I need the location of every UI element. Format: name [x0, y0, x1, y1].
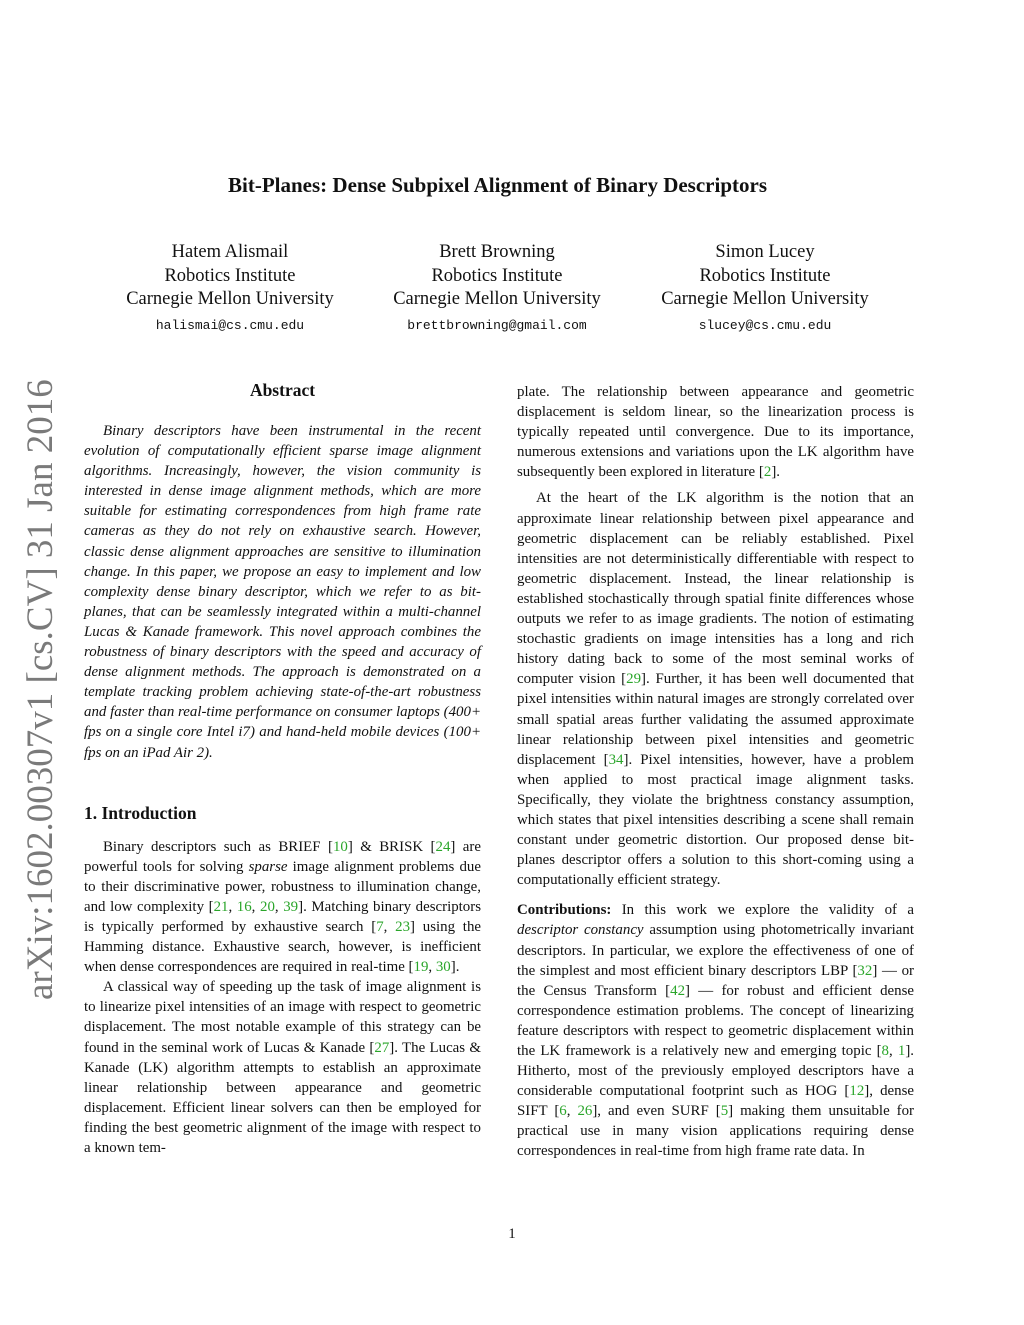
citation-link[interactable]: 27: [374, 1039, 390, 1056]
citation-link[interactable]: 5: [720, 1103, 729, 1120]
citation-link[interactable]: 30: [435, 959, 451, 976]
citation-link[interactable]: 10: [332, 838, 348, 855]
text-run: ]. The Lucas & Kanade (LK) algorithm attempts to establish an approximate linear relationship between appearance and geometric displacement. Efficient linear solvers can then be employed for finding the best geometric alignment of the image with respect to a known tem-: [84, 1039, 481, 1156]
text-run: ]. Hitherto, most of the previously employed descriptors have a considerable computational footprint such as HOG [: [517, 1043, 915, 1100]
section-heading-introduction: 1. Introduction: [84, 802, 197, 823]
right-column: [517, 382, 914, 1162]
text-run: assumption using photometrically invariant descriptors. In particular, we explore the effectiveness of one of the simplest and most efficient binary descriptors LBP [: [517, 922, 914, 979]
citation-link[interactable]: 42: [670, 982, 686, 999]
author-institute: Robotics Institute: [431, 265, 563, 286]
text-run: ,: [274, 898, 284, 915]
text-run: ,: [889, 1043, 898, 1059]
intro-paragraph: [84, 977, 481, 1158]
author-block: [635, 241, 895, 340]
text-run: ,: [383, 918, 396, 935]
text-run: ] are powerful tools for solving: [84, 838, 481, 875]
left-column: [84, 378, 481, 1158]
citation-link[interactable]: 32: [857, 962, 873, 979]
abstract-text: Binary descriptors have been instrumental in the recent evolution of computationally efficient sparse image alignment algorithms. Increasingly, however, the vision community is interested in dense image alignment methods, which are more suitable for estimating correspondences from high frame rate cameras as they do not rely on exhaustive search. However, classic dense alignment approaches are sensitive to illumination change. In this paper, we propose an easy to implement and low complexity dense binary descriptor, which we refer to as bit-planes, that can be seamlessly integrated within a multi-channel Lucas & Kanade framework. This novel approach combines the robustness of binary descriptors with the speed and accuracy of dense alignment methods. The approach is demonstrated on a template tracking problem achieving state-of-the-art robustness and faster than real-time performance on consumer laptops (400+ fps on a single core Intel i7) and hand-held mobile devices (100+ fps on an iPad Air 2).: [84, 423, 481, 761]
author-institute: Robotics Institute: [164, 265, 296, 286]
author-institute: Robotics Institute: [699, 265, 831, 286]
citation-link[interactable]: 20: [260, 898, 275, 915]
intro-paragraph: [84, 837, 481, 978]
emphasis: sparse: [248, 858, 288, 875]
text-run: ].: [450, 959, 460, 976]
emphasis: descriptor constancy: [517, 922, 644, 939]
citation-link[interactable]: 1: [897, 1043, 906, 1059]
text-run: ] making them unsuitable for practical use in many vision applications requiring dense correspondences in real-time from high frame rate data. In: [517, 1103, 915, 1160]
citation-link[interactable]: 24: [435, 838, 451, 855]
text-run: ], dense SIFT [: [517, 1083, 915, 1120]
citation-link[interactable]: 16: [236, 898, 252, 915]
author-name: Brett Browning: [439, 242, 555, 262]
text-run: ]. Further, it has been well documented that pixel intensities within natural images are strongly correlated over small spatial areas further validating the assumed approximate linear relationship between pixel intensities and geometric displacement [: [517, 671, 914, 768]
text-run: Binary descriptors such as BRIEF [: [103, 838, 333, 855]
page-number: 1: [508, 1226, 516, 1242]
author-block: [100, 241, 360, 340]
citation-link[interactable]: 19: [413, 959, 429, 976]
text-run: ] — or the Census Transform [: [517, 962, 914, 999]
text-run: image alignment problems due to their discriminative power, robustness to illumination change, and low complexity [: [84, 858, 481, 915]
contributions-label: Contributions:: [517, 902, 612, 919]
text-run: ] — for robust and efficient dense correspondence estimation problems. The concept of linearizing feature descriptors with respect to geometric displacement within the LK framework is a relatively new and emerging topic [: [517, 982, 914, 1059]
text-run: ]. Matching binary descriptors is typically performed by exhaustive search [: [84, 898, 482, 935]
citation-link[interactable]: 34: [608, 751, 624, 768]
author-email[interactable]: halismai@cs.cmu.edu: [155, 317, 305, 333]
contributions-paragraph: [517, 900, 914, 1161]
text-run: ], and even SURF [: [592, 1103, 721, 1120]
citation-link[interactable]: 6: [559, 1103, 567, 1120]
citation-link[interactable]: 2: [763, 464, 772, 481]
citation-link[interactable]: 7: [376, 918, 384, 935]
author-university: Carnegie Mellon University: [126, 289, 334, 309]
intro-paragraph: [517, 382, 914, 482]
citation-link[interactable]: 23: [395, 918, 411, 935]
text-run: ,: [251, 898, 260, 915]
text-run: ,: [228, 898, 237, 915]
author-name: Simon Lucey: [715, 242, 815, 262]
abstract-heading: Abstract: [249, 380, 316, 400]
author-university: Carnegie Mellon University: [393, 289, 601, 309]
text-run: plate. The relationship between appearance and geometric displacement is seldom linear, so the linearization process is typically repeated until convergence. Due to its importance, numerous extensions and variations upon the LK algorithm have subsequently been explored in literature [: [517, 384, 914, 481]
text-run: A classical way of speeding up the task of image alignment is to linearize pixel intensities of an image with respect to geometric displacement. The most notable example of this strategy can be found in the seminal work of Lucas & Kanade [: [84, 979, 481, 1056]
text-run: ,: [428, 959, 436, 976]
text-run: ,: [566, 1103, 578, 1120]
arxiv-stamp: arXiv:1602.00307v1 [cs.CV] 31 Jan 2016: [20, 379, 61, 1000]
author-name: Hatem Alismail: [171, 242, 289, 262]
text-run: At the heart of the LK algorithm is the notion that an approximate linear relationship between pixel appearance and geometric displacement can be reliably established. Pixel intensities are not deterministically differentiable with respect to geometric displacement. Instead, the linear relationship is established stochastically through spatial finite differences whose outputs we refer to as image gradients. The notion of estimating stochastic gradients on image intensities has a long and rich history dating back to some of the most seminal works of computer vision [: [517, 490, 914, 688]
text-run: ]. Pixel intensities, however, have a problem when applied to most practical image alignment tasks. Specifically, they violate the brightness constancy assumption, which states that pixel intensities describing a scene shall remain constant under geometric distortion. Our proposed dense bit-planes descriptor offers a solution to this short-coming using a computationally efficient strategy.: [517, 751, 915, 889]
author-block: [367, 241, 627, 340]
intro-paragraph: [517, 488, 914, 890]
citation-link[interactable]: 8: [881, 1043, 889, 1059]
citation-link[interactable]: 29: [626, 671, 642, 688]
text-run: ].: [771, 464, 780, 481]
author-email[interactable]: brettbrowning@gmail.com: [407, 317, 587, 333]
citation-link[interactable]: 39: [283, 898, 299, 915]
citation-link[interactable]: 21: [213, 898, 229, 915]
citation-link[interactable]: 26: [577, 1103, 593, 1120]
paper-title: Bit-Planes: Dense Subpixel Alignment of Binary Descriptors: [228, 173, 767, 197]
citation-link[interactable]: 12: [849, 1083, 865, 1100]
text-run: ] using the Hamming distance. Exhaustive search, however, is inefficient when dense correspondences are required in real-time [: [84, 918, 481, 976]
text-run: In this work we explore the validity of a: [611, 902, 914, 919]
author-university: Carnegie Mellon University: [661, 289, 869, 309]
text-run: ] & BRISK [: [347, 838, 436, 855]
author-email[interactable]: slucey@cs.cmu.edu: [698, 317, 832, 333]
